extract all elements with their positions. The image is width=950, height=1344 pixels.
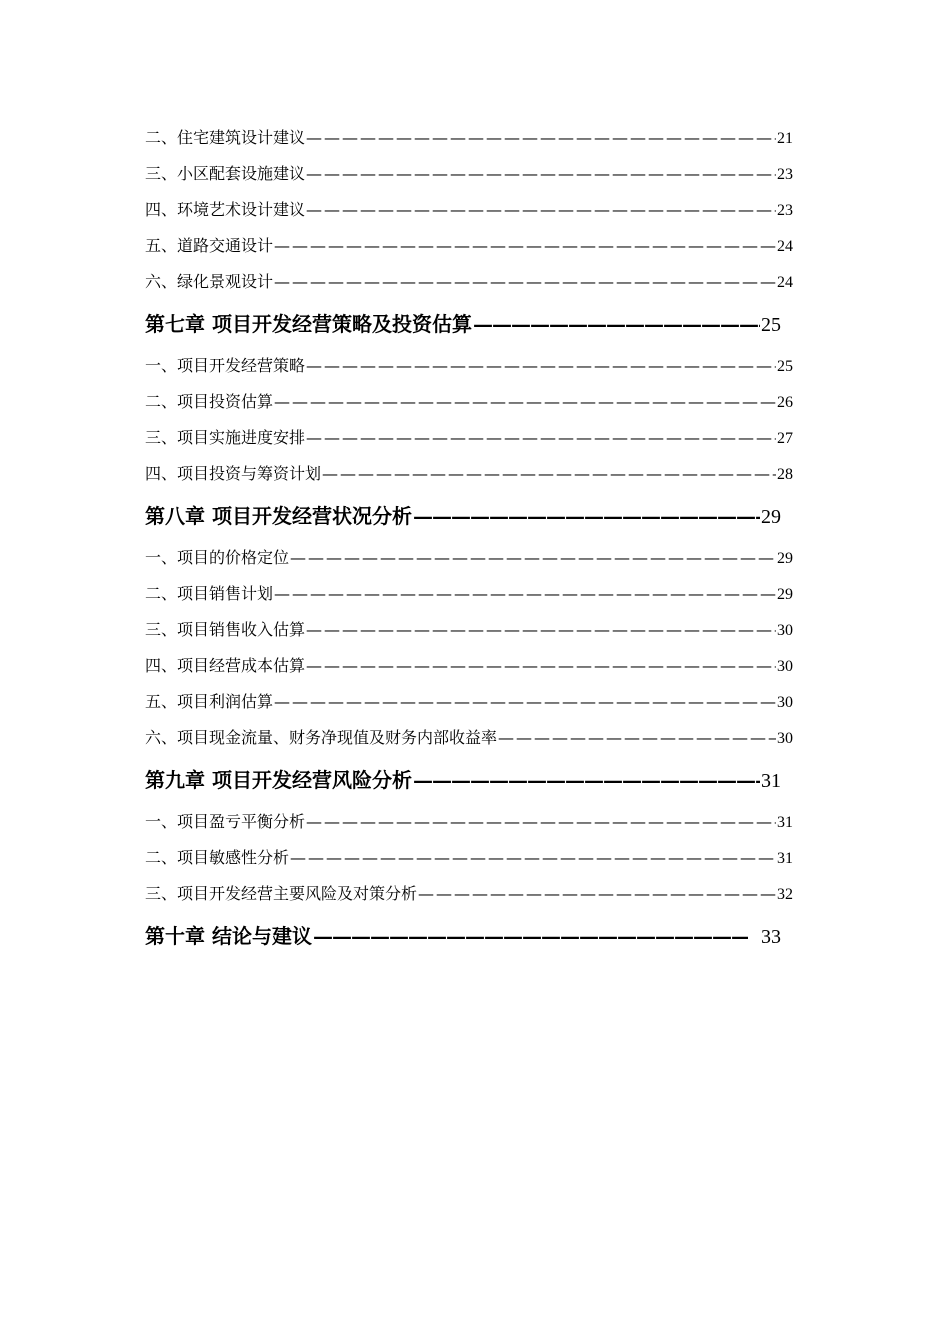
toc-leader-line (306, 192, 776, 228)
toc-entry[interactable] (145, 840, 793, 876)
toc-entry-title: 三、小区配套设施建议 (145, 164, 306, 183)
table-of-contents (145, 120, 805, 960)
toc-entry[interactable] (145, 684, 793, 720)
toc-entry[interactable] (145, 540, 793, 576)
toc-page-number: 28 (777, 466, 793, 483)
toc-leader-line (290, 540, 776, 576)
toc-leader-line (306, 804, 776, 840)
toc-page-number: 30 (777, 622, 793, 639)
toc-entry-title: 六、项目现金流量、财务净现值及财务内部收益率 (145, 728, 498, 747)
toc-entry-title: 三、项目实施进度安排 (145, 428, 306, 447)
toc-leader-line (418, 876, 776, 912)
toc-entry-title: 二、住宅建筑设计建议 (145, 128, 306, 147)
toc-leader-line (313, 912, 748, 960)
toc-leader-line (306, 348, 776, 384)
toc-page-number: 29 (777, 586, 793, 603)
toc-page-number: 30 (777, 730, 793, 747)
toc-leader-line (322, 456, 776, 492)
toc-entry[interactable] (145, 804, 793, 840)
toc-leader-line (274, 684, 776, 720)
toc-entry[interactable] (145, 612, 793, 648)
toc-page-number: 24 (777, 274, 793, 291)
toc-page-number: 32 (777, 886, 793, 903)
toc-page-number: 23 (777, 202, 793, 219)
toc-entry-title: 三、项目开发经营主要风险及对策分析 (145, 884, 418, 903)
toc-entry-title: 一、项目的价格定位 (145, 548, 290, 567)
toc-entry-title: 三、项目销售收入估算 (145, 620, 306, 639)
toc-entry[interactable] (145, 576, 793, 612)
toc-leader-line (413, 756, 760, 804)
toc-entry-title: 四、项目投资与筹资计划 (145, 464, 322, 483)
toc-page-number: 25 (761, 314, 781, 336)
toc-entry[interactable] (145, 348, 793, 384)
toc-entry[interactable] (145, 720, 793, 756)
toc-leader-line (473, 300, 760, 348)
toc-page-number: 25 (777, 358, 793, 375)
toc-chapter-entry[interactable] (145, 756, 781, 804)
toc-entry-title: 四、项目经营成本估算 (145, 656, 306, 675)
toc-chapter-entry[interactable] (145, 912, 781, 960)
toc-entry-title: 四、环境艺术设计建议 (145, 200, 306, 219)
toc-leader-line (306, 156, 776, 192)
toc-page-number: 27 (777, 430, 793, 447)
toc-chapter-title: 第十章 结论与建议 (145, 924, 312, 948)
toc-leader-line (274, 576, 776, 612)
toc-page-number: 33 (761, 926, 781, 948)
toc-entry-title: 一、项目盈亏平衡分析 (145, 812, 306, 831)
toc-leader-line (274, 228, 776, 264)
toc-leader-line (306, 648, 776, 684)
toc-entry[interactable] (145, 876, 793, 912)
toc-entry-title: 五、项目利润估算 (145, 692, 274, 711)
toc-entry-title: 二、项目投资估算 (145, 392, 274, 411)
toc-page-number: 24 (777, 238, 793, 255)
toc-entry-title: 六、绿化景观设计 (145, 272, 274, 291)
toc-page-number: 30 (777, 658, 793, 675)
toc-leader-line (498, 720, 776, 756)
toc-chapter-entry[interactable] (145, 300, 781, 348)
toc-page-number: 31 (761, 770, 781, 792)
toc-chapter-entry[interactable] (145, 492, 781, 540)
toc-chapter-title: 第八章 项目开发经营状况分析 (145, 504, 412, 528)
toc-page-number: 29 (777, 550, 793, 567)
toc-page-number: 29 (761, 506, 781, 528)
toc-entry[interactable] (145, 420, 793, 456)
toc-entry[interactable] (145, 120, 793, 156)
toc-leader-line (306, 420, 776, 456)
toc-page-number: 21 (777, 130, 793, 147)
toc-entry[interactable] (145, 264, 793, 300)
toc-entry-title: 二、项目销售计划 (145, 584, 274, 603)
toc-entry-title: 一、项目开发经营策略 (145, 356, 306, 375)
toc-entry[interactable] (145, 156, 793, 192)
toc-entry[interactable] (145, 648, 793, 684)
toc-leader-line (413, 492, 760, 540)
toc-entry[interactable] (145, 228, 793, 264)
toc-leader-line (274, 384, 776, 420)
toc-entry[interactable] (145, 192, 793, 228)
toc-page-number: 31 (777, 850, 793, 867)
toc-page-number: 23 (777, 166, 793, 183)
toc-page-number: 31 (777, 814, 793, 831)
toc-entry[interactable] (145, 384, 793, 420)
toc-entry-title: 五、道路交通设计 (145, 236, 274, 255)
toc-leader-line (306, 612, 776, 648)
toc-page-number: 30 (777, 694, 793, 711)
toc-leader-line (290, 840, 776, 876)
toc-chapter-title: 第九章 项目开发经营风险分析 (145, 768, 412, 792)
toc-leader-line (306, 120, 776, 156)
toc-entry-title: 二、项目敏感性分析 (145, 848, 290, 867)
toc-leader-line (274, 264, 776, 300)
toc-chapter-title: 第七章 项目开发经营策略及投资估算 (145, 312, 472, 336)
toc-page-number: 26 (777, 394, 793, 411)
toc-entry[interactable] (145, 456, 793, 492)
